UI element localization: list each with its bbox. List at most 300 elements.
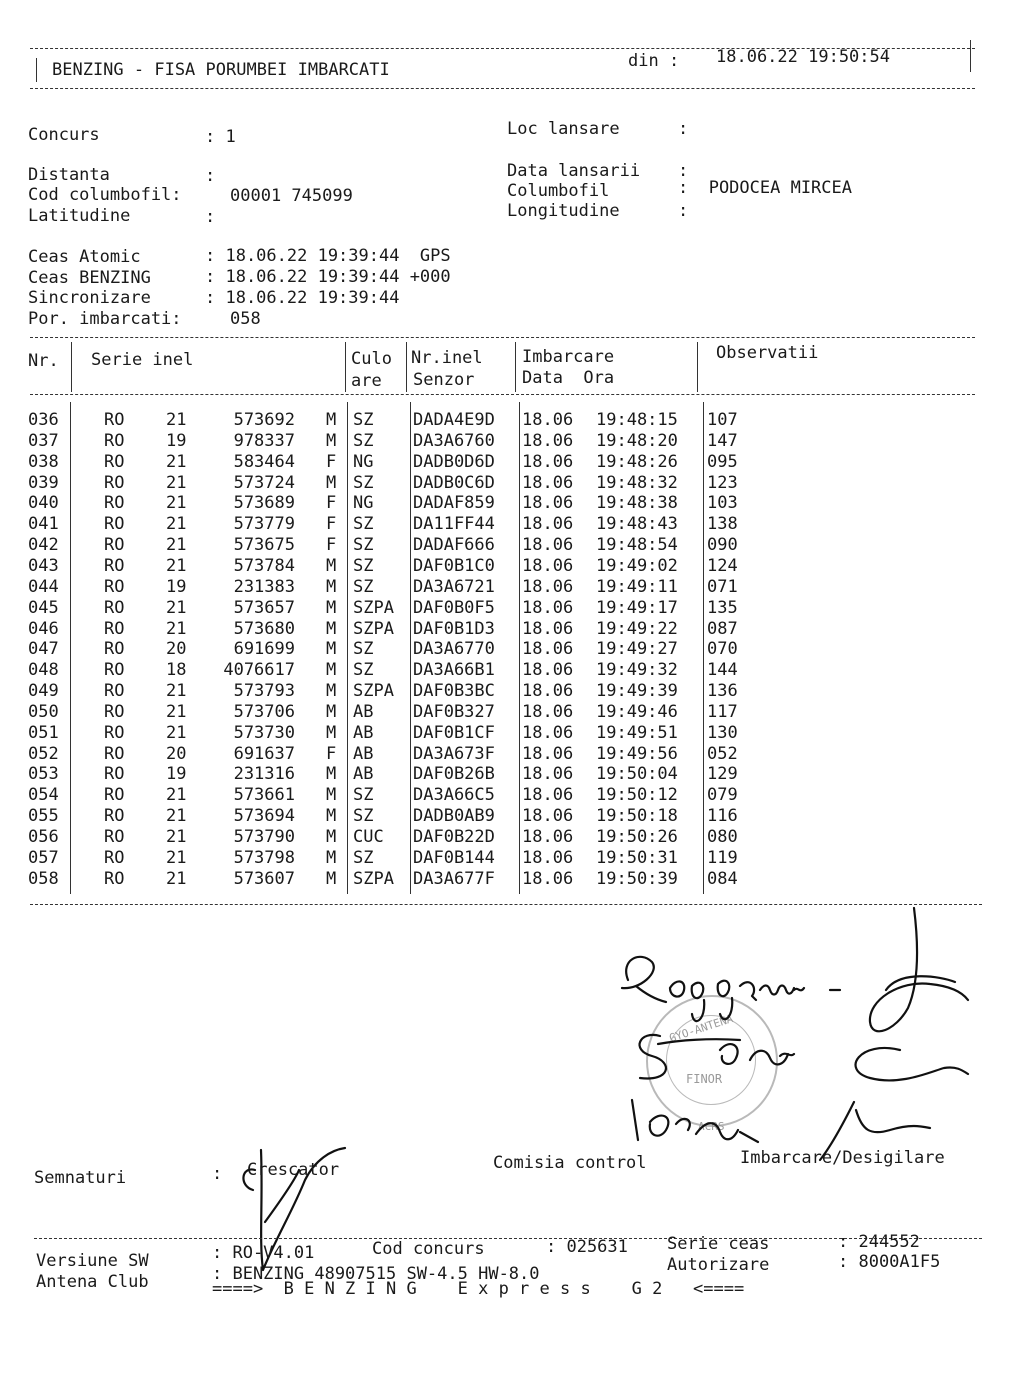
semnaturi-colon: : — [212, 1164, 223, 1184]
row-color: SZPA — [353, 618, 394, 639]
row-sensor: DA3A6721 — [413, 576, 495, 597]
row-sex: M — [326, 597, 337, 618]
row-year: 21 — [166, 806, 187, 827]
row-year: 21 — [166, 472, 187, 493]
row-color: SZ — [353, 639, 374, 660]
row-ring-number: 573607 — [233, 868, 295, 889]
sincronizare-value: : 18.06.22 19:39:44 — [205, 288, 400, 308]
row-sex: M — [326, 660, 337, 681]
row-color: AB — [353, 701, 374, 722]
row-observatii: 135 — [707, 597, 738, 618]
row-sensor: DA3A66C5 — [413, 785, 495, 806]
row-ring-number: 573689 — [233, 493, 295, 514]
row-year: 21 — [166, 555, 187, 576]
row-time: 19:50:31 — [596, 847, 678, 868]
row-sensor: DADAF859 — [413, 493, 495, 514]
por-imbarcati-label: Por. imbarcati: — [28, 309, 182, 329]
row-color: SZPA — [353, 868, 394, 889]
cod-concurs-value: : 025631 — [546, 1237, 628, 1257]
row-nr: 056 — [28, 827, 59, 847]
row-time: 19:49:32 — [596, 660, 678, 681]
din-label: din : — [628, 51, 680, 71]
table-row — [0, 619, 1000, 640]
row-country: RO — [104, 618, 125, 639]
row-color: AB — [353, 722, 374, 743]
row-sex: M — [326, 430, 337, 451]
imbarcare-desigilare-label: Imbarcare/Desigilare — [740, 1148, 945, 1168]
row-color: AB — [353, 764, 374, 785]
table-row — [0, 848, 1000, 869]
por-imbarcati-value: 058 — [230, 309, 261, 329]
row-date: 18.06 — [522, 430, 574, 451]
ceas-atomic-label: Ceas Atomic — [28, 247, 141, 267]
row-sensor: DAF0B0F5 — [413, 597, 495, 618]
row-time: 19:50:12 — [596, 785, 678, 806]
row-time: 19:50:04 — [596, 764, 678, 785]
row-year: 21 — [166, 514, 187, 535]
table-row — [0, 723, 1000, 744]
row-date: 18.06 — [522, 493, 574, 514]
columbofil-label: Columbofil — [507, 181, 610, 201]
row-sex: F — [326, 451, 337, 472]
row-sensor: DA11FF44 — [413, 514, 495, 535]
loc-lansare-label: Loc lansare — [507, 119, 620, 139]
row-observatii: 084 — [707, 868, 738, 889]
table-row — [0, 514, 1000, 535]
row-ring-number: 691637 — [233, 743, 295, 764]
row-date: 18.06 — [522, 701, 574, 722]
row-sex: F — [326, 514, 337, 535]
row-color: SZ — [353, 514, 374, 535]
row-country: RO — [104, 868, 125, 889]
serie-ceas-value: : 244552 — [838, 1232, 920, 1252]
versiune-sw-label: Versiune SW — [36, 1251, 149, 1271]
row-sensor: DA3A6760 — [413, 430, 495, 451]
row-nr: 038 — [28, 451, 59, 472]
row-observatii: 070 — [707, 639, 738, 660]
table-row — [0, 744, 1000, 765]
row-nr: 042 — [28, 535, 59, 556]
row-ring-number: 691699 — [233, 639, 295, 660]
col-sep-3 — [406, 342, 407, 392]
table-row — [0, 785, 1000, 806]
row-country: RO — [104, 472, 125, 493]
row-time: 19:49:22 — [596, 618, 678, 639]
row-country: RO — [104, 743, 125, 764]
row-country: RO — [104, 701, 125, 722]
row-country: RO — [104, 493, 125, 514]
row-observatii: 136 — [707, 681, 738, 702]
header-left-border — [36, 58, 37, 82]
row-nr: 043 — [28, 555, 59, 576]
row-date: 18.06 — [522, 785, 574, 806]
row-sensor: DADB0AB9 — [413, 806, 495, 827]
row-color: SZ — [353, 535, 374, 556]
row-ring-number: 4076617 — [223, 660, 295, 681]
row-color: NG — [353, 493, 374, 514]
row-observatii: 117 — [707, 701, 738, 722]
row-observatii: 071 — [707, 576, 738, 597]
row-time: 19:49:02 — [596, 555, 678, 576]
row-time: 19:49:11 — [596, 576, 678, 597]
ceas-atomic-value: : 18.06.22 19:39:44 GPS — [205, 246, 451, 266]
row-time: 19:49:17 — [596, 597, 678, 618]
data-lansarii-value: : — [678, 161, 689, 181]
longitudine-value: : — [678, 201, 689, 221]
row-time: 19:50:39 — [596, 868, 678, 889]
table-row — [0, 681, 1000, 702]
row-observatii: 107 — [707, 410, 738, 430]
header-senzor: Senzor — [413, 370, 475, 390]
row-country: RO — [104, 535, 125, 556]
header-serie-inel: Serie inel — [91, 350, 194, 370]
row-time: 19:49:56 — [596, 743, 678, 764]
table-row — [0, 431, 1000, 452]
row-observatii: 129 — [707, 764, 738, 785]
stamp-text-top: GYO-ANTENA — [667, 1012, 735, 1045]
row-country: RO — [104, 451, 125, 472]
table-row — [0, 764, 1000, 785]
row-sensor: DADB0D6D — [413, 451, 495, 472]
row-ring-number: 573694 — [233, 806, 295, 827]
row-ring-number: 583464 — [233, 451, 295, 472]
autorizare-value: : 8000A1F5 — [838, 1252, 941, 1272]
row-ring-number: 573779 — [233, 514, 295, 535]
row-year: 21 — [166, 535, 187, 556]
latitudine-value: : — [205, 207, 216, 227]
header-right-border — [970, 40, 971, 72]
row-color: CUC — [353, 827, 384, 847]
table-row — [0, 473, 1000, 494]
row-sex: M — [326, 576, 337, 597]
latitudine-label: Latitudine — [28, 206, 131, 226]
header-nr: Nr. — [28, 351, 59, 371]
table-row — [0, 827, 1000, 848]
row-nr: 040 — [28, 493, 59, 514]
row-year: 21 — [166, 847, 187, 868]
row-country: RO — [104, 555, 125, 576]
row-observatii: 144 — [707, 660, 738, 681]
row-sex: M — [326, 806, 337, 827]
row-date: 18.06 — [522, 472, 574, 493]
row-observatii: 119 — [707, 847, 738, 868]
row-color: SZ — [353, 555, 374, 576]
row-date: 18.06 — [522, 639, 574, 660]
row-date: 18.06 — [522, 743, 574, 764]
row-nr: 052 — [28, 743, 59, 764]
row-sensor: DADB0C6D — [413, 472, 495, 493]
row-time: 19:49:51 — [596, 722, 678, 743]
row-year: 21 — [166, 785, 187, 806]
row-sensor: DAF0B144 — [413, 847, 495, 868]
row-sex: M — [326, 472, 337, 493]
row-country: RO — [104, 430, 125, 451]
row-sensor: DAF0B3BC — [413, 681, 495, 702]
row-color: SZ — [353, 576, 374, 597]
row-nr: 045 — [28, 597, 59, 618]
row-observatii: 147 — [707, 430, 738, 451]
row-time: 19:48:15 — [596, 410, 678, 430]
row-color: NG — [353, 451, 374, 472]
row-year: 21 — [166, 827, 187, 847]
row-country: RO — [104, 847, 125, 868]
col-sep-1 — [71, 342, 72, 392]
row-time: 19:49:27 — [596, 639, 678, 660]
row-time: 19:48:38 — [596, 493, 678, 514]
cod-concurs-label: Cod concurs — [372, 1239, 485, 1259]
row-time: 19:49:39 — [596, 681, 678, 702]
row-year: 19 — [166, 764, 187, 785]
row-time: 19:48:43 — [596, 514, 678, 535]
row-observatii: 138 — [707, 514, 738, 535]
row-ring-number: 978337 — [233, 430, 295, 451]
row-date: 18.06 — [522, 681, 574, 702]
benzing-express-line: ====> B E N Z I N G E x p r e s s G 2 <==== — [212, 1279, 745, 1299]
row-sex: M — [326, 868, 337, 889]
handwritten-signatures — [600, 900, 980, 1170]
table-row — [0, 598, 1000, 619]
row-ring-number: 573706 — [233, 701, 295, 722]
row-ring-number: 573661 — [233, 785, 295, 806]
row-year: 21 — [166, 868, 187, 889]
table-row — [0, 493, 1000, 514]
cod-columbofil-value: 00001 745099 — [230, 186, 353, 206]
row-color: SZ — [353, 785, 374, 806]
row-year: 20 — [166, 743, 187, 764]
row-nr: 041 — [28, 514, 59, 535]
row-sensor: DAF0B1CF — [413, 722, 495, 743]
row-sensor: DAF0B327 — [413, 701, 495, 722]
row-date: 18.06 — [522, 535, 574, 556]
row-date: 18.06 — [522, 514, 574, 535]
cod-columbofil-label: Cod columbofil: — [28, 185, 182, 205]
row-nr: 054 — [28, 785, 59, 806]
stamp-text-bot: ACRS — [698, 1120, 725, 1133]
row-country: RO — [104, 660, 125, 681]
row-date: 18.06 — [522, 597, 574, 618]
row-date: 18.06 — [522, 576, 574, 597]
row-observatii: 090 — [707, 535, 738, 556]
table-row — [0, 577, 1000, 598]
row-nr: 048 — [28, 660, 59, 681]
table-row — [0, 452, 1000, 473]
header-nr-inel: Nr.inel — [411, 348, 483, 368]
row-year: 18 — [166, 660, 187, 681]
row-year: 21 — [166, 493, 187, 514]
row-observatii: 079 — [707, 785, 738, 806]
row-color: SZ — [353, 660, 374, 681]
row-ring-number: 231316 — [233, 764, 295, 785]
row-ring-number: 573675 — [233, 535, 295, 556]
row-country: RO — [104, 722, 125, 743]
row-year: 19 — [166, 576, 187, 597]
row-sensor: DAF0B26B — [413, 764, 495, 785]
row-sensor: DA3A677F — [413, 868, 495, 889]
row-time: 19:48:32 — [596, 472, 678, 493]
row-sex: M — [326, 764, 337, 785]
row-nr: 055 — [28, 806, 59, 827]
ceas-benzing-value: : 18.06.22 19:39:44 +000 — [205, 267, 451, 287]
row-observatii: 130 — [707, 722, 738, 743]
row-ring-number: 573784 — [233, 555, 295, 576]
row-observatii: 052 — [707, 743, 738, 764]
table-row — [0, 556, 1000, 577]
din-value: 18.06.22 19:50:54 — [716, 47, 890, 67]
row-ring-number: 573692 — [233, 410, 295, 430]
row-ring-number: 573724 — [233, 472, 295, 493]
row-year: 21 — [166, 618, 187, 639]
row-color: SZ — [353, 472, 374, 493]
row-time: 19:50:26 — [596, 827, 678, 847]
antena-club-value: : BENZING 48907515 SW-4.5 HW-8.0 — [212, 1264, 540, 1284]
header-imbarcare: Imbarcare — [522, 347, 615, 367]
row-sex: M — [326, 410, 337, 430]
row-country: RO — [104, 410, 125, 430]
antena-club-label: Antena Club — [36, 1272, 149, 1292]
row-sex: M — [326, 681, 337, 702]
row-time: 19:48:20 — [596, 430, 678, 451]
row-date: 18.06 — [522, 618, 574, 639]
row-sex: M — [326, 701, 337, 722]
row-nr: 051 — [28, 722, 59, 743]
row-color: SZ — [353, 806, 374, 827]
row-color: SZ — [353, 847, 374, 868]
header-data-ora: Data Ora — [522, 368, 615, 388]
table-row — [0, 806, 1000, 827]
row-nr: 058 — [28, 868, 59, 889]
longitudine-label: Longitudine — [507, 201, 620, 221]
row-observatii: 123 — [707, 472, 738, 493]
row-date: 18.06 — [522, 451, 574, 472]
columbofil-value: : PODOCEA MIRCEA — [678, 178, 852, 198]
row-sex: F — [326, 535, 337, 556]
row-color: AB — [353, 743, 374, 764]
row-time: 19:48:54 — [596, 535, 678, 556]
stamp-text-mid: FINOR — [686, 1072, 723, 1086]
row-time: 19:49:46 — [596, 701, 678, 722]
row-nr: 053 — [28, 764, 59, 785]
sincronizare-label: Sincronizare — [28, 288, 151, 308]
row-observatii: 103 — [707, 493, 738, 514]
row-year: 21 — [166, 597, 187, 618]
row-time: 19:50:18 — [596, 806, 678, 827]
row-sensor: DADA4E9D — [413, 410, 495, 430]
header-bottom-border — [30, 88, 975, 89]
row-sex: M — [326, 827, 337, 847]
row-date: 18.06 — [522, 806, 574, 827]
row-country: RO — [104, 764, 125, 785]
header-observatii: Observatii — [716, 343, 819, 363]
row-sex: F — [326, 493, 337, 514]
distanta-label: Distanta — [28, 165, 110, 185]
row-nr: 047 — [28, 639, 59, 660]
row-date: 18.06 — [522, 827, 574, 847]
row-color: SZPA — [353, 597, 394, 618]
row-year: 21 — [166, 701, 187, 722]
col-sep-2 — [345, 342, 346, 392]
row-date: 18.06 — [522, 660, 574, 681]
row-sensor: DAF0B1D3 — [413, 618, 495, 639]
row-date: 18.06 — [522, 722, 574, 743]
row-observatii: 087 — [707, 618, 738, 639]
versiune-sw-value: : RO-V4.01 — [212, 1243, 315, 1263]
row-ring-number: 573793 — [233, 681, 295, 702]
row-nr: 037 — [28, 430, 59, 451]
row-color: SZ — [353, 430, 374, 451]
row-sensor: DA3A673F — [413, 743, 495, 764]
row-year: 21 — [166, 722, 187, 743]
row-ring-number: 573790 — [233, 827, 295, 847]
table-row — [0, 702, 1000, 723]
table-row — [0, 660, 1000, 681]
row-year: 21 — [166, 451, 187, 472]
row-nr: 050 — [28, 701, 59, 722]
row-nr: 049 — [28, 681, 59, 702]
table-top-border — [30, 337, 975, 338]
row-year: 20 — [166, 639, 187, 660]
row-ring-number: 573730 — [233, 722, 295, 743]
row-sensor: DADAF666 — [413, 535, 495, 556]
row-date: 18.06 — [522, 847, 574, 868]
row-ring-number: 573657 — [233, 597, 295, 618]
row-nr: 036 — [28, 410, 59, 430]
serie-ceas-label: Serie ceas — [667, 1234, 770, 1254]
row-observatii: 124 — [707, 555, 738, 576]
data-lansarii-label: Data lansarii — [507, 161, 641, 181]
row-country: RO — [104, 576, 125, 597]
row-country: RO — [104, 806, 125, 827]
row-country: RO — [104, 639, 125, 660]
row-country: RO — [104, 827, 125, 847]
row-color: SZ — [353, 410, 374, 430]
comisia-control-label: Comisia control — [493, 1153, 647, 1173]
row-year: 21 — [166, 410, 187, 430]
concurs-value: : 1 — [205, 127, 236, 147]
row-year: 21 — [166, 681, 187, 702]
document-title: BENZING - FISA PORUMBEI IMBARCATI — [52, 60, 390, 80]
table-row — [0, 410, 1000, 431]
row-nr: 044 — [28, 576, 59, 597]
row-nr: 046 — [28, 618, 59, 639]
row-country: RO — [104, 514, 125, 535]
row-sex: F — [326, 743, 337, 764]
row-sex: M — [326, 555, 337, 576]
row-sensor: DA3A66B1 — [413, 660, 495, 681]
row-country: RO — [104, 597, 125, 618]
row-year: 19 — [166, 430, 187, 451]
row-sex: M — [326, 785, 337, 806]
row-ring-number: 231383 — [233, 576, 295, 597]
row-sex: M — [326, 722, 337, 743]
row-observatii: 116 — [707, 806, 738, 827]
ceas-benzing-label: Ceas BENZING — [28, 268, 151, 288]
row-nr: 057 — [28, 847, 59, 868]
row-sensor: DAF0B22D — [413, 827, 495, 847]
row-sex: M — [326, 639, 337, 660]
autorizare-label: Autorizare — [667, 1255, 770, 1275]
row-nr: 039 — [28, 472, 59, 493]
loc-lansare-value: : — [678, 119, 689, 139]
table-header-bottom-border — [30, 394, 975, 395]
row-date: 18.06 — [522, 410, 574, 430]
row-time: 19:48:26 — [596, 451, 678, 472]
table-row — [0, 639, 1000, 660]
semnaturi-label: Semnaturi — [34, 1168, 127, 1188]
row-sensor: DAF0B1C0 — [413, 555, 495, 576]
row-observatii: 080 — [707, 827, 738, 847]
row-date: 18.06 — [522, 555, 574, 576]
row-color: SZPA — [353, 681, 394, 702]
